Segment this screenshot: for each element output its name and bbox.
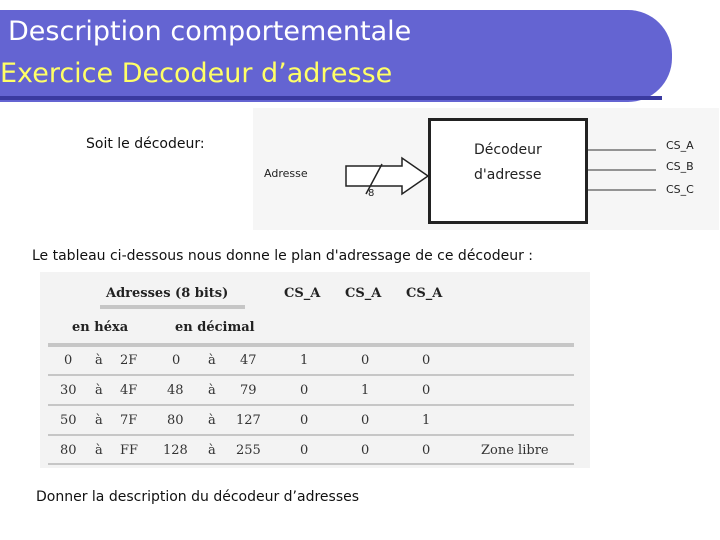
slide-title: Description comportementale (8, 16, 412, 47)
row1-cs-c: 0 (422, 353, 431, 368)
row2-cs-c: 0 (422, 383, 431, 398)
row4-cs-c: 0 (422, 443, 431, 458)
row1-dec-from: 0 (172, 353, 181, 368)
row1-to-2: à (208, 353, 216, 368)
row2-cs-b: 1 (361, 383, 370, 398)
row4-cs-a: 0 (300, 443, 309, 458)
row4-note: Zone libre (481, 443, 549, 458)
row3-cs-b: 0 (361, 413, 370, 428)
row4-to-1: à (95, 443, 103, 458)
row2-cs-a: 0 (300, 383, 309, 398)
slide-subtitle: Exercice Decodeur d’adresse (0, 58, 393, 89)
decoder-label-1: Décodeur (474, 142, 542, 158)
table-header-cs-3: CS_A (406, 286, 443, 301)
row1-hex-to: 2F (120, 353, 138, 368)
row3-hex-from: 50 (60, 413, 77, 428)
table-subheader-dec: en décimal (175, 320, 255, 335)
table-intro-text: Le tableau ci-dessous nous donne le plan d'adressage de ce décodeur : (32, 248, 533, 264)
title-underline (0, 96, 662, 100)
row2-hex-to: 4F (120, 383, 138, 398)
bus-width-label: 8 (368, 188, 375, 199)
row2-hex-from: 30 (60, 383, 77, 398)
row4-cs-b: 0 (361, 443, 370, 458)
row3-hex-to: 7F (120, 413, 138, 428)
footer-text: Donner la description du décodeur d’adresses (36, 489, 360, 505)
row3-to-2: à (208, 413, 216, 428)
row4-dec-to: 255 (236, 443, 261, 458)
row1-cs-b: 0 (361, 353, 370, 368)
table-subheader-hex: en héxa (72, 320, 129, 335)
row1-hex-from: 0 (64, 353, 73, 368)
diagram-input-label: Adresse (264, 167, 308, 180)
row4-dec-from: 128 (163, 443, 188, 458)
input-bus-arrow (340, 150, 432, 202)
table-header-cs-2: CS_A (345, 286, 382, 301)
intro-text: Soit le décodeur: (86, 136, 205, 152)
row3-cs-a: 0 (300, 413, 309, 428)
output-cs-a: CS_A (666, 139, 694, 152)
row3-to-1: à (95, 413, 103, 428)
row1-cs-a: 1 (300, 353, 309, 368)
table-header-addresses: Adresses (8 bits) (106, 286, 229, 301)
row2-to-2: à (208, 383, 216, 398)
row3-cs-c: 1 (422, 413, 431, 428)
output-cs-c: CS_C (666, 183, 694, 196)
output-lines (588, 140, 658, 200)
row3-dec-to: 127 (236, 413, 261, 428)
table-rules (40, 272, 590, 468)
row2-to-1: à (95, 383, 103, 398)
output-cs-b: CS_B (666, 160, 694, 173)
decoder-label-2: d'adresse (474, 167, 542, 183)
table-header-cs-1: CS_A (284, 286, 321, 301)
row1-to-1: à (95, 353, 103, 368)
row4-hex-from: 80 (60, 443, 77, 458)
row1-dec-to: 47 (240, 353, 257, 368)
row2-dec-from: 48 (167, 383, 184, 398)
row3-dec-from: 80 (167, 413, 184, 428)
row4-to-2: à (208, 443, 216, 458)
row2-dec-to: 79 (240, 383, 257, 398)
row4-hex-to: FF (120, 443, 139, 458)
